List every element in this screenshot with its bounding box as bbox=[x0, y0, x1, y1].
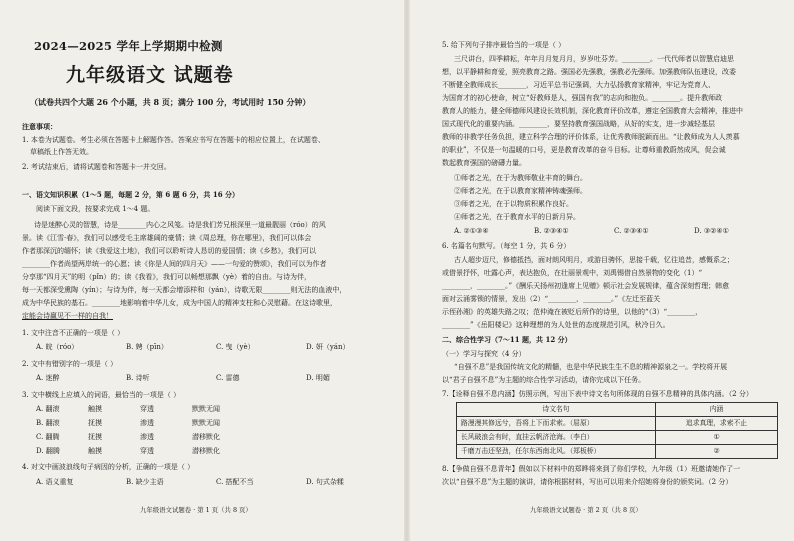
table-row bbox=[457, 431, 778, 445]
q3-word: 抚摸 bbox=[88, 419, 102, 427]
passage-line: 每一天都深受熏陶（yín）；与诗为伴，每一天都会增添样和（yán），诗歌无限________则无法的血液中， bbox=[22, 286, 347, 294]
question-8-cont: 次以“自强不息”为主题的演讲，请你根据材料，写出可以用来介绍她将身份的颁奖词。（2 分） bbox=[442, 478, 733, 486]
q3-word: 默默无闻 bbox=[192, 405, 220, 413]
page-two bbox=[410, 0, 794, 541]
question-6: 6. 名篇名句默写。（每空 1 分，共 6 分） bbox=[442, 242, 571, 250]
q3-word: 潜移默化 bbox=[192, 447, 220, 455]
q5-passage-line: 教师的非教学任务负担，建立科学合理的评价体系，让优秀教师脱颖而出。“让教师成为人人羡慕 bbox=[442, 133, 740, 141]
question-4: 4. 对文中画波浪线句子病因的分析，正确的一项是（ ） bbox=[22, 463, 195, 471]
table-row bbox=[457, 445, 778, 459]
q3-word: 穿透 bbox=[140, 447, 154, 455]
q1-option-a[interactable]: A. 皖（róo） bbox=[36, 343, 79, 351]
q5-item: ④师者之光，在于教育水平的日新月异。 bbox=[454, 213, 580, 221]
passage-line: 定能会诗赢见不一样的自我！ bbox=[22, 312, 113, 320]
q6-line: 或借景抒怀，吐露心声，表达抱负，在壮丽景观中，刘禹锡借自然景物的变化（1）“ bbox=[442, 269, 703, 277]
q4-option-a[interactable]: A. 语义重复 bbox=[36, 478, 74, 486]
question-8: 8.【争做自强不息青年】假如以下材料中的郑晔将来到了你们学校，九年级（1）班邀请她作了一 bbox=[442, 465, 741, 473]
table-header-row bbox=[457, 403, 778, 417]
q5-item: ②师者之光，在于以教育家精神铸魂强师。 bbox=[454, 187, 587, 195]
q2-option-a[interactable]: A. 迷醉 bbox=[36, 374, 60, 382]
table-header-cell: 诗文名句 bbox=[457, 403, 656, 417]
q6-line: 古人超步迈尺，修德抵挡，面对朗风明月，或游目骋怀，思接千载，忆往追昔，感慨系之； bbox=[454, 256, 734, 264]
q3-word: B. 翻滚 bbox=[36, 419, 60, 427]
q3-word: A. 翻滚 bbox=[36, 405, 60, 413]
q1-option-c[interactable]: C. 曳（yè） bbox=[216, 343, 255, 351]
q2-option-c[interactable]: C. 雷德 bbox=[216, 374, 240, 382]
table-row bbox=[457, 417, 778, 431]
notice-item: 草稿纸上作答无效。 bbox=[30, 148, 93, 156]
notice-item: 2. 考试结束后，请将试题卷和答题卡一并交回。 bbox=[22, 163, 171, 171]
exam-title: 九年级语文 试题卷 bbox=[66, 64, 234, 86]
q5-passage-line: 为国育才的初心使命，树立“好教师是人，强国有我”的志向和抱负。________。提升教师政 bbox=[442, 94, 723, 102]
q5-passage-line: 不断健全教师成长________，习近平总书记强调，大力弘扬教育家精神，牢记为党育人、 bbox=[442, 81, 715, 89]
page-footer: 九年级语文试题卷 · 第 1 页（共 8 页） bbox=[140, 506, 252, 514]
section-two-intro: “自强不息”是我国传统文化的精髓，也是中华民族生生不息的精神源泉之一。学校将开展 bbox=[454, 363, 728, 371]
q6-line: 面对云涌雾锁的情景，发出（2）“________，________。”《左迁至蓝关 bbox=[442, 295, 661, 303]
q3-word: 穿透 bbox=[140, 405, 154, 413]
q5-option-b[interactable]: B. ②③④① bbox=[534, 227, 569, 235]
question-7: 7.【诠释自强不息内涵】仿照示例，写出下表中诗文名句所体现的自强不息精神的具体内涵。（2 分） bbox=[442, 390, 753, 398]
table-cell: 路漫漫其修远兮，吾将上下而求索。（屈原） bbox=[457, 417, 656, 431]
section-two-subheading: （一）学习与探究（4 分） bbox=[442, 350, 526, 358]
q5-item: ③师者之光，在于以物质积累作良好。 bbox=[454, 200, 573, 208]
question-1: 1. 文中注音不正确的一项是（ ） bbox=[22, 329, 125, 337]
q1-option-b[interactable]: B. 娉（pīn） bbox=[126, 343, 168, 351]
exam-info: （试卷共四个大题 26 个小题，共 8 页；满分 100 分，考试用时 150 分钟） bbox=[30, 97, 311, 107]
q3-word: D. 翻腾 bbox=[36, 447, 60, 455]
q6-line: ________，________。”《酬乐天扬州初逢席上见赠》顿示社会发展规律，蕴含深刻哲理；韩愈 bbox=[442, 282, 730, 290]
section-two-heading: 二、综合性学习（7～11 题，共 12 分） bbox=[442, 335, 572, 344]
table-cell: 追求真理，求索不止 bbox=[656, 417, 778, 431]
q3-word: 渗透 bbox=[140, 419, 154, 427]
passage-line: 成为中华民族的基石。________地影响着中华儿女，成为中国人的精神支柱和心灵慰藉。在这诗歌里， bbox=[22, 299, 337, 307]
q5-item: ①师者之光，在于为教师敬业丰育的舞台。 bbox=[454, 174, 587, 182]
q3-word: 渗透 bbox=[140, 433, 154, 441]
q3-option-d[interactable] bbox=[36, 446, 220, 456]
answer-cell[interactable]: ② bbox=[656, 445, 778, 459]
q6-line: 示侄孙湘》的英雄失路之叹；范仲淹在被贬后所作的诗里，以他的“（3）“________， bbox=[442, 308, 703, 316]
section-one-intro: 阅读下面文段，按要求完成 1～4 题。 bbox=[36, 205, 155, 213]
q5-option-a[interactable]: A. ②①③④ bbox=[454, 227, 489, 235]
q3-word: 默默无闻 bbox=[192, 419, 220, 427]
q2-option-d[interactable]: D. 明媚 bbox=[306, 374, 330, 382]
q6-line: ________”《岳阳楼记》这种理想的为人处世的态度规范引风，秋冷日久。 bbox=[442, 321, 670, 329]
q3-word: 抚摸 bbox=[88, 433, 102, 441]
passage-line: 景。读《江雪·春》，我们可以感受毛主席雄阔的豪情；读《周总理，你在哪里》，我们可以体会 bbox=[22, 234, 312, 242]
q2-option-b[interactable]: B. 诗听 bbox=[126, 374, 150, 382]
bleed-through-shadow bbox=[344, 52, 404, 122]
passage-line: 作者那深沉的缅怀；读《我爱这土地》，我们可以聆听诗人恳切的爱国情；读《乡愁》，我们可以 bbox=[22, 247, 316, 255]
q4-option-b[interactable]: B. 缺少主语 bbox=[126, 478, 164, 486]
q3-option-c[interactable] bbox=[36, 432, 220, 442]
section-one-heading: 一、语文知识积累（1～5 题，每题 2 分，第 6 题 6 分，共 16 分） bbox=[22, 190, 240, 199]
q3-word: C. 翻腾 bbox=[36, 433, 60, 441]
notice-item: 1. 本卷为试题卷。考生必须在答题卡上解题作答。答案应书写在答题卡的相应位置上，在试题卷、 bbox=[22, 136, 325, 144]
q5-passage-line: 教育人的能力，健全师德师风建设长效机制，深化教育评价改革，遵定全国教育大会精神，推进中 bbox=[442, 107, 743, 115]
question-5: 5. 给下列句子排序最恰当的一项是（ ） bbox=[442, 41, 566, 49]
section-two-intro: 以“君子自强不息”为主题的综合性学习活动，请你完成以下任务。 bbox=[442, 376, 646, 384]
question-3: 3. 文中横线上应填入的词语，最恰当的一项是（ ） bbox=[22, 391, 181, 399]
passage-line: ________作者尚望两岸统一的心愿；读《你是人间的四月天》——一句爱的赞颂》，我们可以为作者 bbox=[22, 260, 327, 268]
passage-line: 分享那“四月天”的明（pǐn）的；读《我看》，我们可以畅想那飘（yè）着的自由。与诗为伴， bbox=[22, 273, 311, 281]
table-cell: 千磨万击还坚劲，任尔东西南北风。（郑板桥） bbox=[457, 445, 656, 459]
q5-option-c[interactable]: C. ②③④① bbox=[614, 227, 649, 235]
table-cell: 长风破浪会有时，直挂云帆济沧海。（李白） bbox=[457, 431, 656, 445]
q3-word: 触摸 bbox=[88, 447, 102, 455]
q5-passage-line: 想，以平静耕和育爱，照亮教育之路。强国必先强教，强教必先强师。加强教师队伍建设，改委 bbox=[442, 68, 736, 76]
q4-option-c[interactable]: C. 搭配不当 bbox=[216, 478, 254, 486]
q5-passage-line: 三尺讲台，四季耕耘，年年月月复月月，岁岁吐芬芳。________。一代代师者以智慧启迪思 bbox=[454, 55, 734, 63]
q3-option-a[interactable] bbox=[36, 404, 220, 414]
exam-year-line: 2024—2025 学年上学期期中检测 bbox=[34, 39, 223, 53]
q3-word: 触摸 bbox=[88, 405, 102, 413]
table-header-cell: 内涵 bbox=[656, 403, 778, 417]
poem-table bbox=[456, 402, 778, 459]
q5-passage-line: 国式现代化的重要内涵。________，要坚持教育强国战略，从好的实支，进一步减轻基层 bbox=[442, 120, 715, 128]
notice-heading: 注意事项： bbox=[22, 122, 57, 131]
passage-line: 诗是迷醉心灵的智慧，诗是________内心之风笺。诗是我们芳兄根深里一道最靓丽（róo）的风 bbox=[34, 221, 326, 229]
q3-word: 潜移默化 bbox=[192, 433, 220, 441]
q5-passage-line: 的职业”，不仅是一句温暖的口号，更是教育改革的奋斗目标。让尊师重教蔚然成风，促会诚 bbox=[442, 146, 726, 154]
answer-cell[interactable]: ① bbox=[656, 431, 778, 445]
question-2: 2. 文中有错别字的一项是（ ） bbox=[22, 360, 118, 368]
q1-option-d[interactable]: D. 妍（yán） bbox=[306, 343, 350, 351]
q5-passage-line: 数起教育强国的磅礴力量。 bbox=[442, 159, 526, 167]
q4-option-d[interactable]: D. 句式杂糅 bbox=[306, 478, 344, 486]
page-footer: 九年级语文试题卷 · 第 2 页（共 8 页） bbox=[530, 506, 642, 514]
q5-option-d[interactable]: D. ③②④① bbox=[694, 227, 729, 235]
q3-option-b[interactable] bbox=[36, 418, 220, 428]
